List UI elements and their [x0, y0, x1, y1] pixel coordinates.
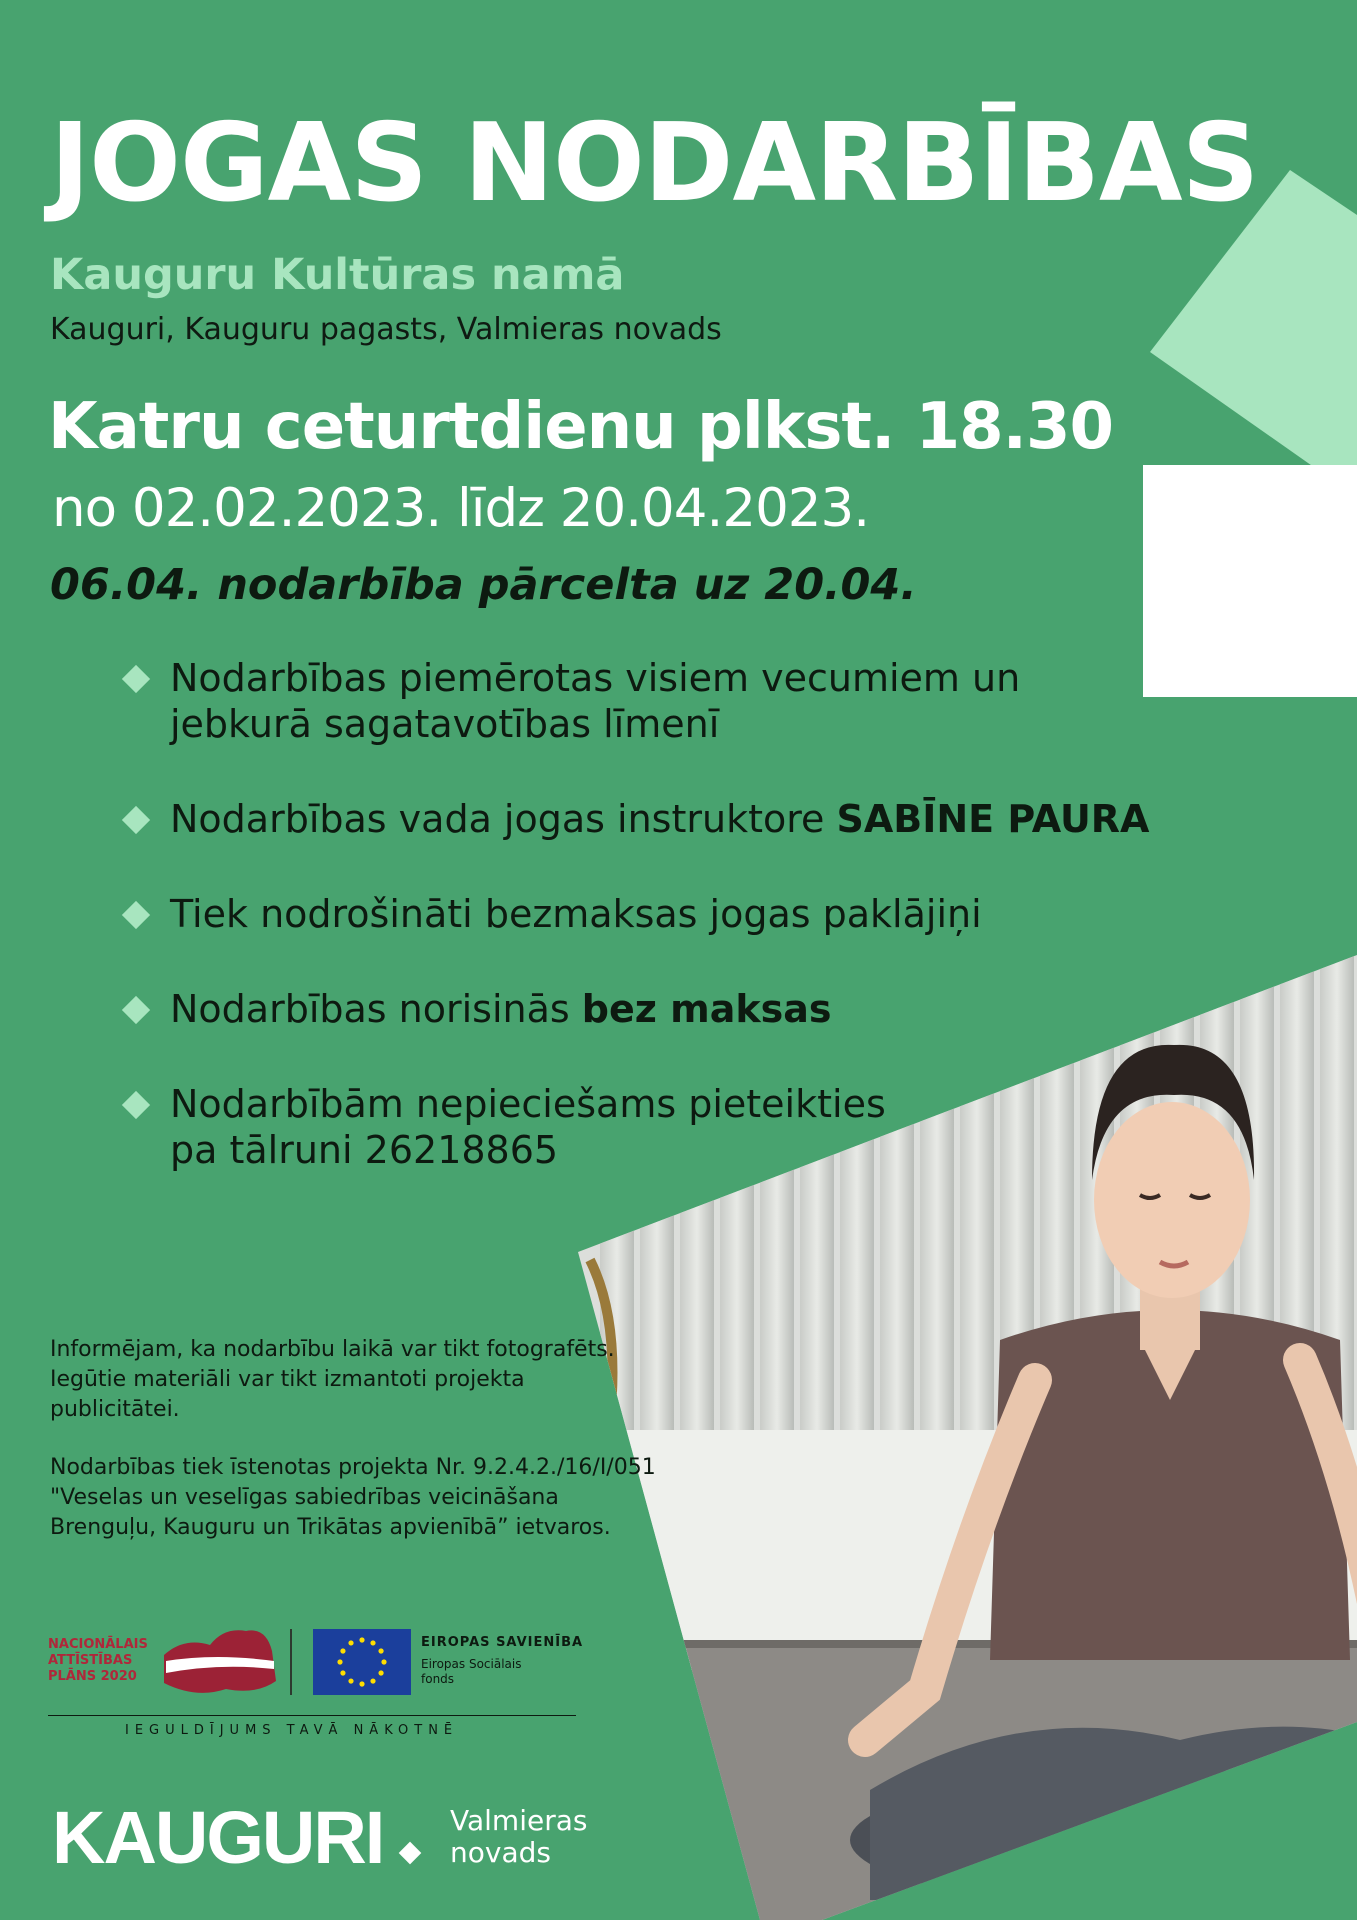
logo-separator [290, 1629, 292, 1695]
list-item-text: Nodarbības piemērotas visiem vecumiem un jebkurā sagatavotības līmenī [170, 656, 1021, 746]
list-item-text: Nodarbības vada jogas instruktore [170, 797, 837, 841]
list-item [122, 891, 1182, 937]
list-item [122, 796, 1182, 842]
eu-subtitle: Eiropas Sociālais fonds [421, 1657, 522, 1686]
feature-list [122, 655, 1182, 1222]
list-item [122, 655, 1130, 747]
project-info: Nodarbības tiek īstenotas projekta Nr. 9.2.4.2./16/I/051 "Veselas un veselīgas sabiedrības veicināšana Brenguļu, Kauguru un Trikātas apvienībā” ietvaros. [50, 1455, 656, 1540]
diamond-bullet-icon [122, 665, 150, 693]
list-item-text: Nodarbības norisinās [170, 987, 582, 1031]
reschedule-notice: 06.04. nodarbība pārcelta uz 20.04. [50, 560, 917, 610]
diamond-bullet-icon [122, 806, 150, 834]
diamond-bullet-icon [122, 901, 150, 929]
page-title: JOGAS NODARBĪBAS [50, 101, 1259, 226]
list-item-text: Nodarbībām nepieciešams pieteikties pa tālruni 26218865 [170, 1082, 886, 1172]
list-item [122, 1081, 930, 1173]
funding-logos [48, 1625, 584, 1725]
investment-motto: IEGULDĪJUMS TAVĀ NĀKOTNĒ [125, 1723, 459, 1738]
free-label: bez maksas [581, 987, 832, 1031]
divider [48, 1715, 576, 1716]
schedule-time: Katru ceturtdienu plkst. 18.30 [48, 390, 1114, 464]
latvia-map-icon [156, 1625, 278, 1695]
instructor-name: SABĪNE PAURA [836, 797, 1150, 841]
diamond-bullet-icon [122, 996, 150, 1024]
kauguri-logo: KAUGURI [52, 1796, 384, 1879]
list-item-text: Tiek nodrošināti bezmaksas jogas paklājiņi [170, 892, 982, 936]
venue-name: Kauguru Kultūras namā [50, 250, 625, 300]
photo-disclaimer: Informējam, ka nodarbību laikā var tikt fotografēts. Iegūtie materiāli var tikt izmantoti projekta publicitātei. [50, 1337, 615, 1422]
venue-address: Kauguri, Kauguru pagasts, Valmieras novads [50, 312, 722, 347]
diamond-bullet-icon [122, 1091, 150, 1119]
nap-logo-text: NACIONĀLAIS ATTĪSTĪBAS PLĀNS 2020 [48, 1637, 148, 1684]
list-item [122, 986, 1182, 1032]
eu-title: EIROPAS SAVIENĪBA [421, 1635, 584, 1650]
date-range: no 02.02.2023. līdz 20.04.2023. [52, 478, 870, 539]
eu-flag-icon [313, 1629, 411, 1695]
region-name: Valmieras novads [450, 1804, 588, 1869]
